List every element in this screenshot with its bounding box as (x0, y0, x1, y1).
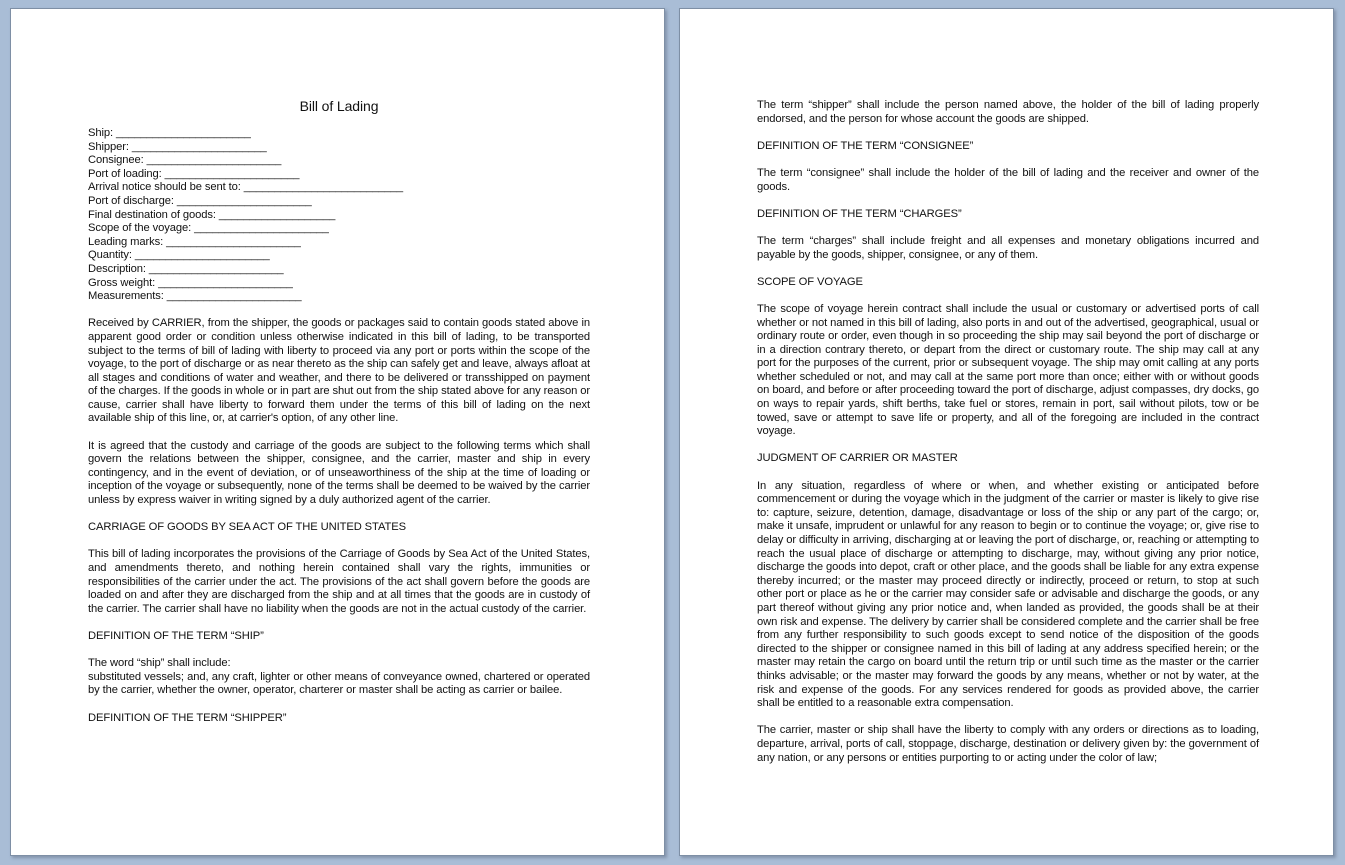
field-quantity: Quantity: ______________________ (88, 249, 270, 262)
field-description: Description: ______________________ (88, 262, 284, 275)
heading-judgment: JUDGMENT OF CARRIER OR MASTER (757, 452, 958, 465)
field-gross-weight: Gross weight: ______________________ (88, 276, 293, 289)
paragraph-consignee-definition: The term “consignee” shall include the holder of the bill of lading and the receiver and owner of the goods. (757, 166, 1259, 193)
document-page-2 (679, 8, 1334, 856)
paragraph-judgment: In any situation, regardless of where or when, and whether existing or anticipated before commencement or during the voyage which in the judgment of the carrier or master is likely to give rise to: capture, seizure, detention, damage, disadvantage or loss of the ship or any part of the cargo; or, make it unsafe, imprudent or unlawful for any reason to begin or to continue the voyage; or, give rise to delay or difficulty in arriving, discharging at or leaving the port of discharge, or, reaching or attempting to reach the usual place of discharge or attempting to discharge, may, without giving any prior notice, discharge the goods into depot, craft or other place, and the goods shall be liable for any extra expense thereby incurred; or the master may proceed directly or indirectly, proceed or return, to stop at such other port or place as he or the carrier may consider safe or advisable and discharge the goods, or any part thereof without giving any prior notice and, when landed as provided, the goods shall be at their own risk and expense. The delivery by carrier shall be considered complete and the carrier shall be free from any further responsibility to such goods except to send notice of the disposition of the goods directed to the shipper or consignee named in this bill of lading at any address specified herein; or the master may retain the cargo on board until the return trip or until such time as the master or the carrier thinks advisable; or the master may forward the goods by any means, whether or not by water, at the risk and expense of the goods. For any services rendered for goods as provided above, the carrier shall be entitled to a reasonable extra compensation. (757, 479, 1259, 710)
document-title: Bill of Lading (299, 98, 379, 114)
paragraph-received-by-carrier: Received by CARRIER, from the shipper, the goods or packages said to contain goods stated above in apparent good order or condition unless otherwise indicated in this bill of lading, to be transported subject to the terms of bill of lading with liberty to proceed via any port or ports within the scope of the voyage, to the port of discharge or as near thereto as the ship can safely get and leave, always afloat at all stages and conditions of water and weather, and there to be delivered or transshipped on payment of the charges. If the goods in whole or in part are shut out from the ship stated above for any reason or cause, carrier shall have liberty to forward them under the terms of this bill of lading on the next available ship of this line, or, at carrier's option, of any other line. (88, 317, 590, 425)
paragraph-cogsa: This bill of lading incorporates the provisions of the Carriage of Goods by Sea Act of the United States, and amendments thereto, and nothing herein contained shall vary the rights, immunities or responsibilities of the carrier under the act. The provisions of the act shall govern before the goods are loaded on and after they are discharged from the ship and at all times that the goods are in custody of the carrier. The carrier shall have no liability when the goods are not in the actual custody of the carrier. (88, 548, 590, 615)
paragraph-charges-definition: The term “charges” shall include freight and all expenses and monetary obligations incurred and payable by the goods, shipper, consignee, or any of them. (757, 234, 1259, 261)
field-ship: Ship: ______________________ (88, 127, 251, 139)
paragraph-shipper-definition: The term “shipper” shall include the person named above, the holder of the bill of lading properly endorsed, and the person for whose account the goods are shipped. (757, 99, 1259, 125)
heading-definition-shipper: DEFINITION OF THE TERM “SHIPPER” (88, 711, 287, 724)
field-scope-of-voyage: Scope of the voyage: ______________________ (88, 222, 329, 235)
field-leading-marks: Leading marks: ______________________ (88, 235, 301, 248)
heading-definition-consignee: DEFINITION OF THE TERM “CONSIGNEE” (757, 139, 974, 152)
shipment-fields (88, 127, 590, 304)
heading-definition-ship: DEFINITION OF THE TERM “SHIP” (88, 629, 264, 642)
heading-cogsa: CARRIAGE OF GOODS BY SEA ACT OF THE UNITED STATES (88, 521, 406, 534)
field-measurements: Measurements: ______________________ (88, 290, 302, 303)
field-port-of-discharge: Port of discharge: ______________________ (88, 194, 312, 207)
paragraph-liberty-to-comply: The carrier, master or ship shall have the liberty to comply with any orders or directions as to loading, departure, arrival, ports of call, stoppage, discharge, destination or delivery given by: the government of any nation, or any persons or entities purporting to or acting under the color of law; (757, 724, 1259, 764)
paragraph-custody-and-carriage: It is agreed that the custody and carriage of the goods are subject to the following terms which shall govern the relations between the shipper, consignee, and the carrier, master and ship in every contingency, and in the event of deviation, or of unseaworthiness of the ship at the time of loading or inception of the voyage or subsequently, none of the terms shall be deemed to be waived by the carrier unless by express waiver in writing signed by a duly authorized agent of the carrier. (88, 439, 590, 507)
page-2-content (757, 99, 1259, 779)
field-final-destination: Final destination of goods: ___________________ (88, 208, 336, 221)
paragraph-scope-of-voyage: The scope of voyage herein contract shall include the usual or customary or advertised ports of call whether or not named in this bill of lading, also ports in and out of the advertised, geographical, usual or ordinary route or order, even though in so proceeding the ship may sail beyond the port of discharge or in a direction contrary thereto, or depart from the direct or customary route. The ship may call at any port for the purposes of the current, prior or subsequent voyage. The ship may omit calling at any ports whether scheduled or not, and may call at the same port more than once; either with or without goods on board, and before or after proceeding toward the port of discharge, adjust compasses, dry docks, go on ways to repair yards, shift berths, take fuel or stores, remain in port, sail without pilots, tow or be towed, save or attempt to save life or property, and all of the foregoing are included in the contract voyage. (757, 302, 1259, 438)
field-port-of-loading: Port of loading: ______________________ (88, 167, 300, 180)
paragraph-ship-definition: substituted vessels; and, any craft, lighter or other means of conveyance owned, chartered or operated by the carrier, whether the owner, operator, charterer or master shall be acting as carrier or bailee. (88, 670, 590, 697)
heading-definition-charges: DEFINITION OF THE TERM “CHARGES” (757, 207, 962, 220)
field-shipper: Shipper: ______________________ (88, 140, 267, 153)
field-arrival-notice: Arrival notice should be sent to: __________________________ (88, 181, 403, 194)
page-1-content (88, 97, 590, 739)
heading-scope-of-voyage: SCOPE OF VOYAGE (757, 275, 863, 288)
field-consignee: Consignee: ______________________ (88, 154, 282, 167)
paragraph-ship-intro: The word “ship” shall include: (88, 657, 231, 670)
document-page-1 (10, 8, 665, 856)
